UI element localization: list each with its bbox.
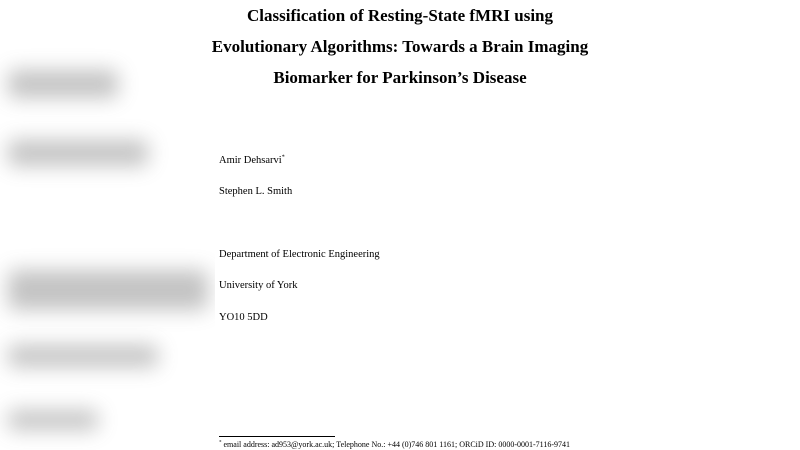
author-2 [219, 185, 292, 199]
footnote-text: email address: ad953@york.ac.uk; Telephone No.: +44 (0)746 801 1161; ORCiD ID: 0000-0001-7116-9741 [221, 440, 571, 449]
blurred-block [8, 70, 118, 98]
footnote-mark: * [219, 440, 222, 446]
footnote [219, 439, 570, 450]
author-1-footnote-mark: * [281, 154, 285, 161]
affiliation-university: University of York [219, 280, 298, 291]
blurred-block [8, 410, 98, 430]
title-line-1: Classification of Resting-State fMRI using [247, 6, 553, 25]
title-line-3: Biomarker for Parkinson’s Disease [273, 68, 527, 87]
affiliation-postcode: YO10 5DD [219, 312, 268, 323]
paper-title [150, 0, 650, 93]
blurred-block [8, 270, 208, 310]
affiliation-department: Department of Electronic Engineering [219, 249, 380, 260]
title-line-2: Evolutionary Algorithms: Towards a Brain Imaging [211, 37, 589, 56]
author-1 [219, 154, 285, 168]
blurred-block [8, 140, 148, 166]
footnote-divider [219, 436, 335, 437]
author-2-name: Stephen L. Smith [219, 186, 293, 197]
blurred-block [8, 345, 158, 367]
author-1-name: Amir Dehsarvi [219, 155, 282, 166]
